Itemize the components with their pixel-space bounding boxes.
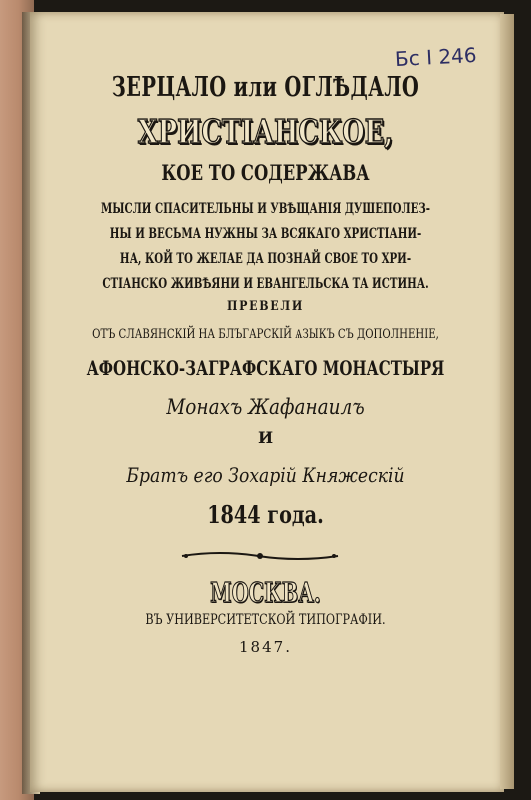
title-line-3: КОЕ ТО СОДЕРЖАВА [161, 160, 370, 185]
ornament-rule-icon [180, 548, 340, 564]
title-line-2: ХРИСТІАНСКОЕ, [137, 112, 394, 151]
and-word: И [257, 428, 274, 447]
library-shelfmark: Бс I 246 [394, 42, 478, 72]
title-line-1: ЗЕРЦАЛО или ОГЛѢДАЛО [111, 72, 420, 103]
translator-2: Братъ его Зохарій Княжескій [126, 463, 405, 487]
imprint-city: МОСКВА. [210, 578, 321, 609]
description-line-4: СТІАНСКО ЖИВѢЯНИ И ЕВАНГЕЛЬСКА ТА ИСТИНА. [102, 276, 429, 292]
page-edge [500, 14, 514, 789]
edition-year: 1844 года. [207, 500, 324, 529]
monastery-line: АФОНСКО-ЗАГРАФСКАГО МОНАСТЫРЯ [86, 356, 445, 380]
description-line-2: НЫ И ВЕСЬМА НУЖНЫ ЗА ВСЯКАГО ХРИСТІАНИ- [109, 226, 422, 242]
languages-line: ОТЪ СЛАВЯНСКІЙ НА БЛЪГАРСКІЙ ѦЗЫКЪ СЪ ДОПОЛНЕНІЕ, [92, 327, 439, 342]
translator-1: Монахъ Жафанаилъ [166, 395, 365, 419]
imprint-press: ВЪ УНИВЕРСИТЕТСКОЙ ТИПОГРАФІИ. [145, 612, 386, 628]
description-line-1: МЫСЛИ СПАСИТЕЛЬНЫ И УВѢЩАНІЯ ДУШЕПОЛЕЗ- [100, 201, 431, 217]
translated-by: ПРЕВЕЛИ [226, 299, 305, 314]
description-line-3: НА, КОЙ ТО ЖЕЛАЕ ДА ПОЗНАЙ СВОЕ ТО ХРИ- [119, 251, 412, 267]
imprint-year: 1847. [239, 638, 292, 656]
